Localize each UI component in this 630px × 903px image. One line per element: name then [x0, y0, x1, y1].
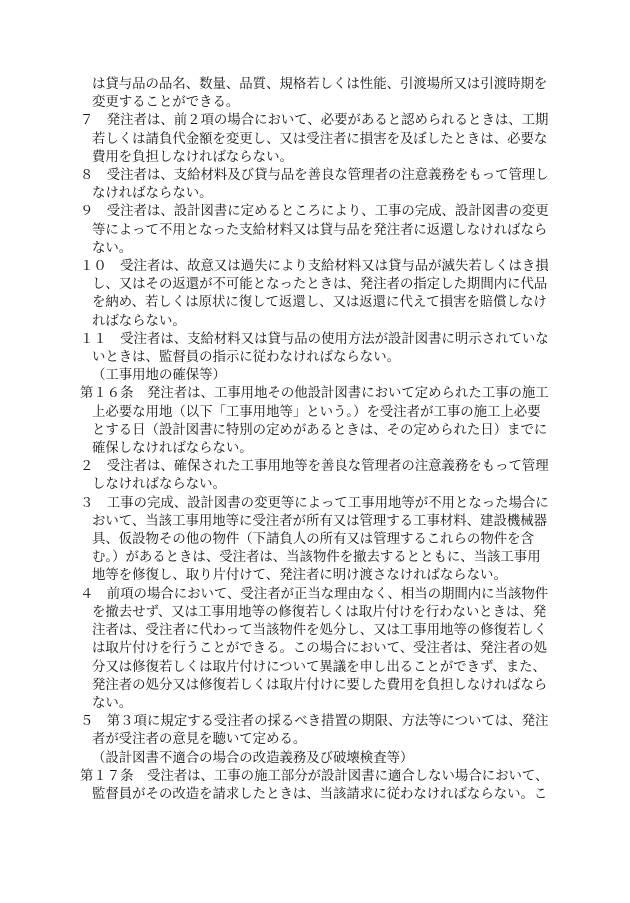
section-heading-nonconformity: （設計図書不適合の場合の改造義務及び破壊検査等） [92, 750, 414, 766]
section-heading-site: （工事用地の確保等） [92, 368, 226, 384]
clause-9: ９ 受注者は、設計図書に定めるところにより、工事の完成、設計図書の変更等によって不用となった支給材料又は貸与品を発注者に返還しなければならない。 [80, 204, 549, 256]
article-16-clause-3: ３ 工事の完成、設計図書の変更等によって工事用地等が不用となった場合において、当該工事用地等に受注者が所有又は管理する工事材料、建設機械器具、仮設物その他の物件（下請負人の所有又は管理するこれらの物件を含む。）があるときは、受注者は、当該物件を撤去するとともに、当該工事用地等を修復し、取り片付けて、発注者に明け渡さなければならない。 [80, 495, 549, 584]
clause-8: ８ 受注者は、支給材料及び貸与品を善良な管理者の注意義務をもって管理しなければならない。 [80, 168, 549, 202]
clause-11: １１ 受注者は、支給材料又は貸与品の使用方法が設計図書に明示されていないときは、監督員の指示に従わなければならない。 [80, 331, 549, 366]
clause-10: １０ 受注者は、故意又は過失により支給材料又は貸与品が滅失若しくはき損し、又はその返還が不可能となったときは、発注者の指定した期間内に代品を納め、若しくは原状に復して返還し、又は返還に代えて損害を賠償しなければならない。 [80, 259, 549, 329]
continued-paragraph: は貸与品の品名、数量、品質、規格若しくは性能、引渡場所又は引渡時期を変更することができる。 [92, 77, 548, 111]
article-17: 第１７条 受注者は、工事の施工部分が設計図書に適合しない場合において、監督員がその改造を請求したときは、当該請求に従わなければならない。こ [80, 768, 549, 802]
document-body [80, 76, 552, 804]
article-16-clause-4: ４ 前項の場合において、受注者が正当な理由なく、相当の期間内に当該物件を撤去せず、又は工事用地等の修復若しくは取片付けを行わないときは、発注者は、受注者に代わって当該物件を処分し、又は工事用地等の修復若しくは取片付けを行うことができる。この場合において、受注者は、発注者の処分又は修復若しくは取片付けについて異議を申し出ることができず、また、発注者の処分又は修復若しくは取片付けに要した費用を負担しなければならない。 [80, 586, 549, 711]
clause-7: ７ 発注者は、前２項の場合において、必要があると認められるときは、工期若しくは請負代金額を変更し、又は受注者に損害を及ぼしたときは、必要な費用を負担しなければならない。 [80, 113, 549, 165]
article-16-clause-5: ５ 第３項に規定する受注者の採るべき措置の期限、方法等については、発注者が受注者の意見を聴いて定める。 [80, 714, 549, 748]
article-16-clause-2: ２ 受注者は、確保された工事用地等を善良な管理者の注意義務をもって管理しなければならない。 [80, 459, 549, 493]
article-16: 第１６条 発注者は、工事用地その他設計図書において定められた工事の施工上必要な用地（以下「工事用地等」という。）を受注者が工事の施工上必要とする日（設計図書に特別の定めがあるときは、その定められた日）までに確保しなければならない。 [80, 386, 549, 457]
